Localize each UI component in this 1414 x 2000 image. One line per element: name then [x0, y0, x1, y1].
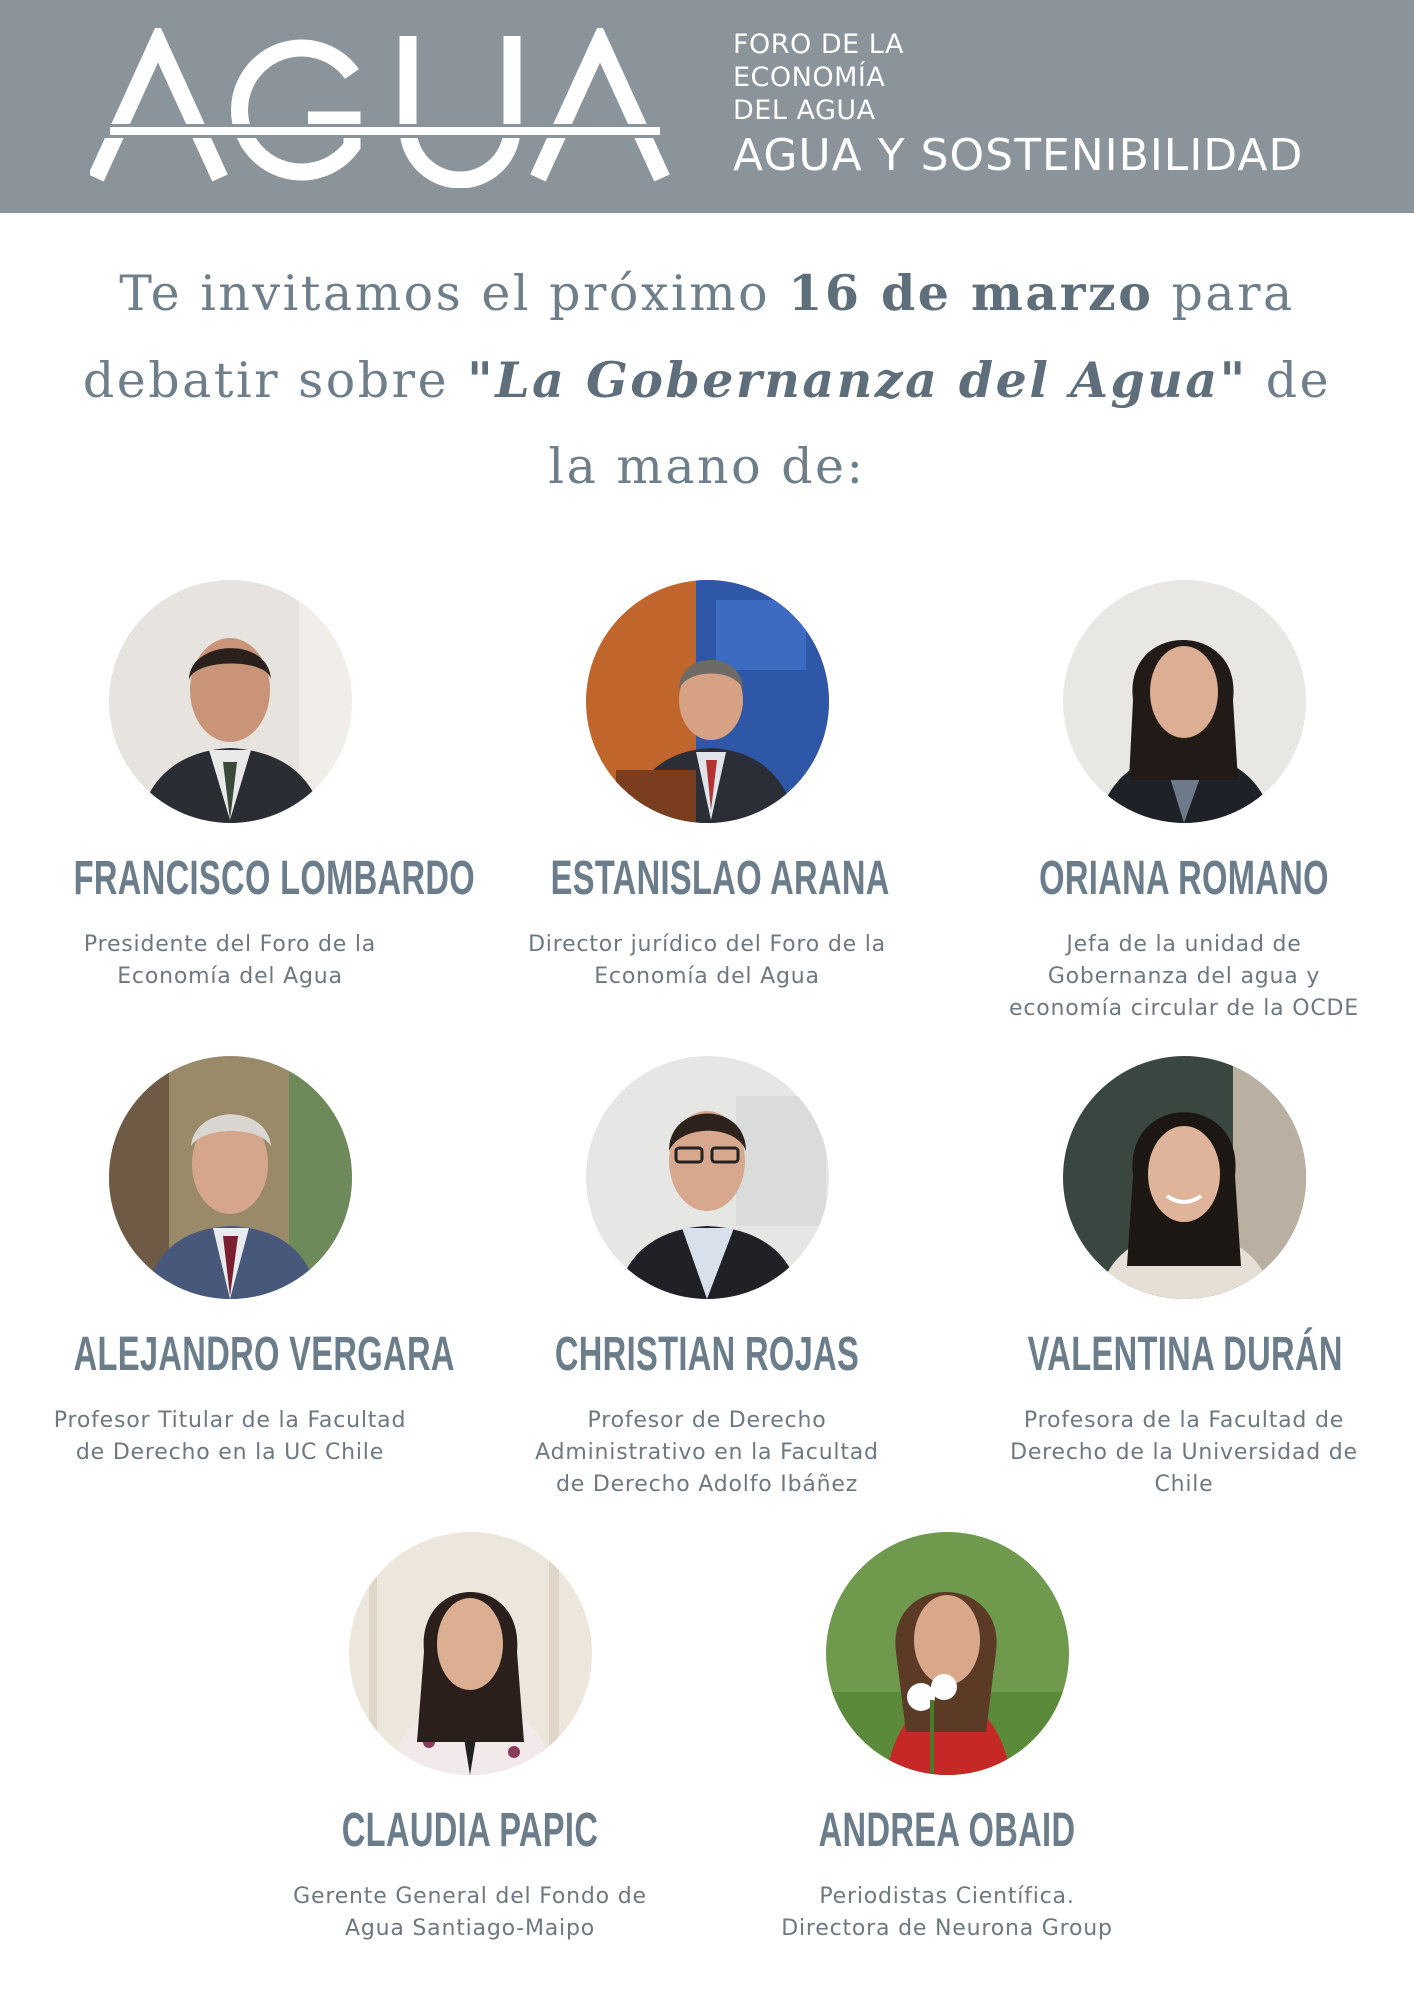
- speaker-role: Director jurídico del Foro de la Economía del Agua: [528, 932, 886, 989]
- invitation-text: [80, 250, 1334, 510]
- speaker-role: Profesor de Derecho Administrativo en la Facultad de Derecho Adolfo Ibáñez: [535, 1408, 879, 1497]
- speaker-card: [477, 580, 937, 993]
- agua-logo: [90, 28, 670, 188]
- foro-line: FORO DE LA: [733, 29, 904, 60]
- event-topic: "La Gobernanza del Agua": [467, 351, 1248, 409]
- speaker-name: ALEJANDRO VERGARA: [73, 1328, 455, 1381]
- header-banner: [0, 0, 1414, 213]
- speaker-photo: [109, 580, 352, 823]
- foro-line: ECONOMÍA: [733, 62, 886, 93]
- speaker-photo: [1063, 580, 1306, 823]
- speaker-name: ORIANA ROMANO: [1039, 852, 1329, 905]
- speaker-card: [954, 1056, 1414, 1501]
- tagline: AGUA Y SOSTENIBILIDAD: [733, 130, 1304, 181]
- speaker-name: VALENTINA DURÁN: [1027, 1328, 1343, 1381]
- speaker-photo: [586, 1056, 829, 1299]
- invitation-part: Te invitamos el próximo: [119, 265, 789, 322]
- speaker-photo: [586, 580, 829, 823]
- speaker-role: Profesora de la Facultad de Derecho de la Universidad de Chile: [1010, 1408, 1358, 1497]
- speaker-role: Jefa de la unidad de Gobernanza del agua y economía circular de la OCDE: [1009, 932, 1359, 1021]
- speaker-card: [0, 1056, 460, 1469]
- speaker-role: Periodistas Científica. Directora de Neurona Group: [781, 1884, 1113, 1941]
- speaker-name: FRANCISCO LOMBARDO: [73, 852, 476, 905]
- invitation-part: para debatir sobre: [82, 265, 1295, 409]
- speaker-card: [477, 1056, 937, 1501]
- speaker-photo: [826, 1532, 1069, 1775]
- event-date: 16 de marzo: [788, 264, 1154, 322]
- foro-title: [733, 28, 904, 127]
- speaker-card: [240, 1532, 700, 1945]
- invitation-part: de la mano de:: [548, 352, 1332, 495]
- speaker-name: CLAUDIA PAPIC: [341, 1804, 599, 1857]
- speaker-role: Profesor Titular de la Facultad de Derecho en la UC Chile: [53, 1408, 407, 1465]
- speaker-name: CHRISTIAN ROJAS: [554, 1328, 860, 1381]
- speaker-role: Gerente General del Fondo de Agua Santiago-Maipo: [293, 1884, 647, 1941]
- speaker-card: [717, 1532, 1177, 1945]
- speaker-name: ESTANISLAO ARANA: [550, 852, 890, 905]
- speaker-photo: [349, 1532, 592, 1775]
- speaker-card: [0, 580, 476, 993]
- speaker-photo: [1063, 1056, 1306, 1299]
- foro-line: DEL AGUA: [733, 95, 876, 126]
- speaker-role: Presidente del Foro de la Economía del Agua: [83, 932, 377, 989]
- speaker-photo: [109, 1056, 352, 1299]
- speaker-name: ANDREA OBAID: [818, 1804, 1076, 1857]
- speaker-card: [954, 580, 1414, 1025]
